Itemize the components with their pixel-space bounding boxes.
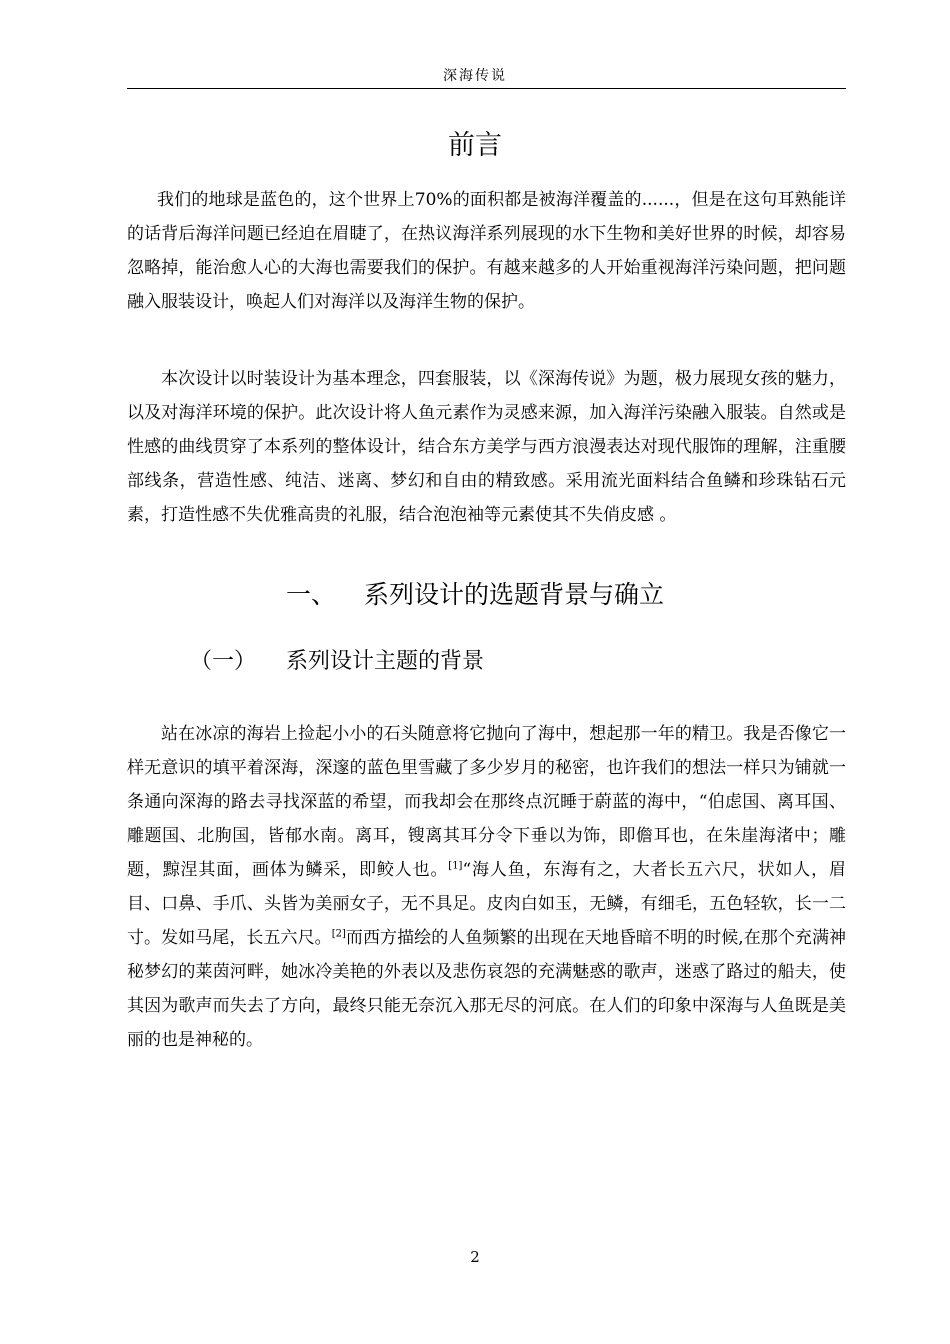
- preface-paragraph-1: 我们的地球是蓝色的，这个世界上70%的面积都是被海洋覆盖的......，但是在这句耳熟能详的话背后海洋问题已经迫在眉睫了，在热议海洋系列展现的水下生物和美好世界的时候，却容易忽略掉，能治愈人心的大海也需要我们的保护。有越来越多的人开始重视海洋污染问题，把问题融入服装设计，唤起人们对海洋以及海洋生物的保护。: [127, 190, 846, 312]
- section-title: 系列设计的选题背景与确立: [364, 580, 665, 609]
- background-text-part-2: “海人鱼，东海有之，大者长五六尺，状如人，眉目、口鼻、手爪、头皆为美丽女子，无不具足。皮肉白如玉，无鳞，有细毛，五色轻软，长一二寸。发如马尾，长五六尺。: [127, 860, 846, 948]
- citation-ref-1: [1]: [448, 860, 463, 872]
- section-number: 一、: [285, 580, 336, 609]
- header-rule: [127, 88, 846, 89]
- subsection-heading: [190, 644, 484, 680]
- section-heading: [0, 575, 950, 615]
- background-paragraph: [127, 717, 846, 1057]
- page-number: 2: [470, 1248, 480, 1266]
- preface-heading: 前言: [448, 130, 502, 161]
- subsection-number: （一）: [190, 649, 257, 674]
- header-title: 深海传说: [443, 68, 507, 84]
- background-text-part-3: 而西方描绘的人鱼频繁的出现在天地昏暗不明的时候,在那个充满神秘梦幻的莱茵河畔，她冰冷美艳的外表以及悲伤哀怨的充满魅惑的歌声，迷惑了路过的船夫，使其因为歌声而失去了方向，最终只能无奈沉入那无尽的河底。在人们的印象中深海与人鱼既是美丽的也是神秘的。: [127, 928, 847, 1050]
- preface-paragraph-2: 本次设计以时装设计为基本理念，四套服装，以《深海传说》为题，极力展现女孩的魅力，以及对海洋环境的保护。此次设计将人鱼元素作为灵感来源，加入海洋污染融入服装。自然或是性感的曲线贯穿了本系列的整体设计，结合东方美学与西方浪漫表达对现代服饰的理解，注重腰部线条，营造性感、纯洁、迷离、梦幻和自由的精致感。采用流光面料结合鱼鳞和珍珠钻石元素，打造性感不失优雅高贵的礼服，结合泡泡袖等元素使其不失俏皮感 。: [127, 369, 846, 525]
- background-text-part-1: 站在冰凉的海岩上捡起小小的石头随意将它抛向了海中，想起那一年的精卫。我是否像它一样无意识的填平着深海，深邃的蓝色里雪藏了多少岁月的秘密，也许我们的想法一样只为铺就一条通向深海的路去寻找深蓝的希望，而我却会在那终点沉睡于蔚蓝的海中，“伯虑国、离耳国、雕题国、北朐国，皆郁水南。离耳，锼离其耳分令下垂以为饰，即儋耳也，在朱崖海渚中；雕题，黥涅其面，画体为鳞采，即鲛人也。: [127, 724, 846, 880]
- subsection-title: 系列设计主题的背景: [286, 649, 485, 674]
- citation-ref-2: [2]: [331, 928, 346, 940]
